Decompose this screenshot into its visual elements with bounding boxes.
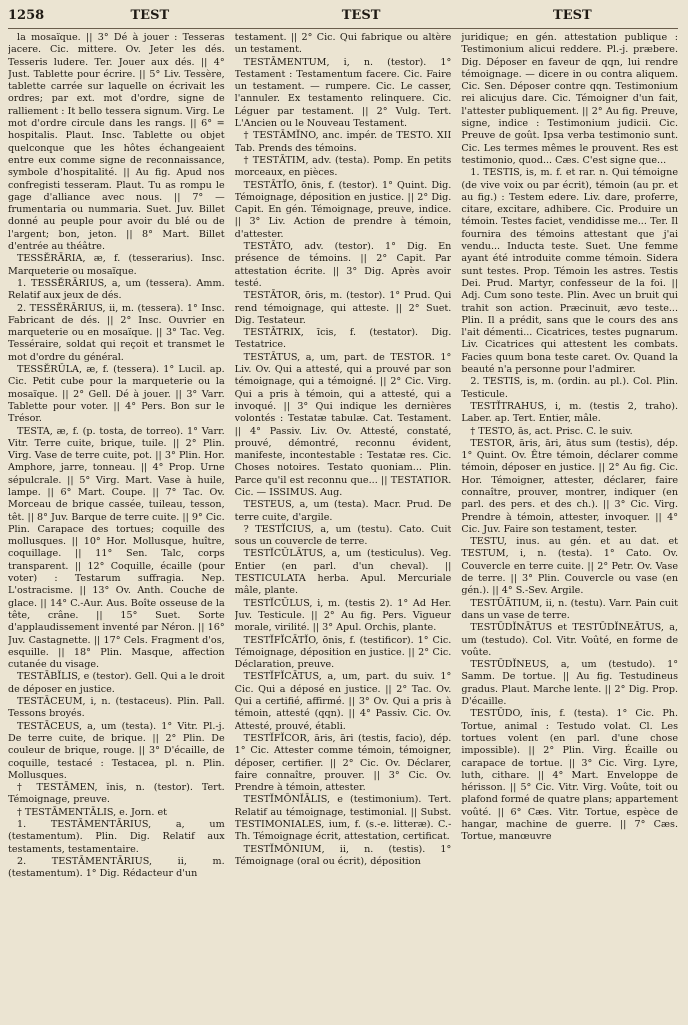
- dictionary-entry: TESTĀMENTUM, i, n. (testor). 1° Testament : Testamentum facere. Cic. Faire un testament. — rumpere. Cic. Le casser, l'annuler. Ex testamento relinquere. Cic. Léguer par testament. || 2° Vulg. Tert. L'Ancien ou le Nouveau Testament.: [234, 56, 452, 130]
- dictionary-entry: la mosaïque. || 3° Dé à jouer : Tesseras jacere. Cic. mittere. Ov. Jeter les dés. Tesseris ludere. Ter. Jouer aux dés. || 4° Just. Tablette pour écrire. || 5° Liv. Tessère, tablette carrée sur laquelle on écrivait les ordres; par ext. mot d'ordre, signe de ralliement : It bello tessera signum. Virg. Le mot d'ordre circule dans les rangs. || 6° = hospitalis. Plaut. Insc. Tablette ou objet quelconque que les hôtes échangeaient entre eux comme signe de reconnaissance, symbole d'hospitalité. || Au fig. Apud nos confregisti tesseram. Plaut. Tu as rompu le gage d'alliance avec nous. || 7° — frumentaria ou nummaria. Suet. Juv. Billet donné au peuple pour avoir du blé ou de l'argent; bon, jeton. || 8° Mart. Billet d'entrée au théâtre.: [8, 32, 225, 253]
- dictionary-entry: TESTEUS, a, um (testa). Macr. Prud. De terre cuite, d'argile.: [234, 499, 452, 523]
- dictionary-entry: TESTĬCŬLĀTUS, a, um (testiculus). Veg. Entier (en parl. d'un cheval). || TESTICULATA herba. Apul. Mercuriale mâle, plante.: [234, 548, 452, 597]
- dictionary-entry: TESTĀCEUS, a, um (testa). 1° Vitr. Pl.-j. De terre cuite, de brique. || 2° Plin. De couleur de brique, rouge. || 3° D'écaille, de coquille, testacé : Testacea, pl. n. Plin. Mollusques.: [8, 720, 225, 781]
- dictionary-entry: TESTĀTO, adv. (testor). 1° Dig. En présence de témoins. || 2° Capit. Par attestation écrite. || 3° Dig. Après avoir testé.: [234, 241, 452, 289]
- dictionary-entry: TESTĀBĬLIS, e (testor). Gell. Qui a le droit de déposer en justice.: [8, 671, 225, 695]
- dictionary-entry: TESTĀTĬO, ōnis, f. (testor). 1° Quint. Dig. Témoignage, déposition en justice. || 2° Dig. Capit. En gén. Témoignage, preuve, indice. || 3° Liv. Action de prendre à témoin, d'attester.: [234, 179, 452, 240]
- dictionary-entry: † TESTĀMĬNO, anc. impér. de TESTO. XII Tab. Prends des témoins.: [234, 130, 452, 154]
- dictionary-entry: TESTŪĀTIUM, ii, n. (testu). Varr. Pain cuit dans un vase de terre.: [461, 597, 678, 621]
- columns: [8, 32, 678, 1022]
- column-2: [235, 32, 452, 1022]
- dictionary-entry: TESTOR, āris, āri, ātus sum (testis), dép. 1° Quint. Ov. Être témoin, déclarer comme témoin, déposer en justice. || 2° Au fig. Cic. Hor. Témoigner, attester, déclarer, faire connaître, prouver, montrer, indiquer (en parl. des pers. et des ch.). || 3° Cic. Virg. Prendre à témoin, attester, invoquer. || 4° Cic. Juv. Faire son testament, tester.: [461, 437, 678, 535]
- running-head-right: TEST: [553, 8, 592, 23]
- dictionary-entry: TESTĬMŌNIUM, ii, n. (testis). 1° Témoignage (oral ou écrit), déposition: [234, 843, 452, 867]
- dictionary-entry: TESTĬMŌNĬĀLIS, e (testimonium). Tert. Relatif au témoignage, testimonial. || Subst. TESTIMONIALES, ium, f. (s.-e. litteræ). C.-Th. Témoignage écrit, attestation, certificat.: [234, 794, 452, 843]
- dictionary-entry: † TESTĀTIM, adv. (testa). Pomp. En petits morceaux, en pièces.: [234, 154, 452, 179]
- column-1: [8, 32, 225, 1022]
- dictionary-entry: TESTA, æ, f. (p. tosta, de torreo). 1° Varr. Vitr. Terre cuite, brique, tuile. || 2° Plin. Virg. Vase de terre cuite, pot. || 3° Plin. Hor. Amphore, jarre, tonneau. || 4° Prop. Urne sépulcrale. || 5° Virg. Mart. Vase à huile, lampe. || 6° Mart. Coupe. || 7° Tac. Ov. Morceau de brique cassée, tuileau, tesson, têt. || 8° Juv. Barque de terre cuite. || 9° Cic. Plin. Carapace des tortues; coquille des mollusques. || 10° Hor. Mollusque, huître, coquillage. || 11° Sen. Talc, corps transparent. || 12° Coquille, écaille (pour voter) : Testarum suffragia. Nep. L'ostracisme. || 13° Ov. Anth. Couche de glace. || 14° C.-Aur. Aus. Boîte osseuse de la tête, crâne. || 15° Suet. Sorte d'applaudissement inventé par Néron. || 16° Juv. Castagnette. || 17° Cels. Fragment d'os, esquille. || 18° Plin. Masque, affection cutanée du visage.: [8, 425, 225, 671]
- dictionary-entry: † TESTĀMENTĀLIS, e. Jorn. et: [17, 806, 167, 818]
- dictionary-entry: TESTĬFĬCOR, āris, āri (testis, facio), dép. 1° Cic. Attester comme témoin, témoigner, déposer, certifier. || 2° Cic. Ov. Déclarer, faire connaître, prouver. || 3° Cic. Ov. Prendre à témoin, attester.: [234, 732, 452, 794]
- column-3: [461, 32, 678, 1022]
- dictionary-entry: 1. TESSĔRĀRIUS, a, um (tessera). Amm. Relatif aux jeux de dés.: [8, 277, 225, 302]
- dictionary-entry: 1. TESTIS, is, m. f. et rar. n. Qui témoigne (de vive voix ou par écrit), témoin (au pr. et au fig.) : Testem edere. Liv. dare, proferre, citare, excitare, adhibere. Cic. Produire un témoin. Testes faciet, vendidisse me... Ter. Il fournira des témoins attestant que j'ai vendu... Inducta teste. Suet. Une femme ayant été introduite comme témoin. Sidera sunt testes. Prop. Témoin les astres. Testis Dei. Prud. Martyr, confesseur de la foi. || Adj. Cum sono teste. Plin. Avec un bruit qui trahit son action. Præcinuit, ævo teste... Plin. Il a prédit, sans que le cours des ans l'ait démenti... Cicatrices, testes pugnarum. Liv. Cicatrices qui attestent les combats. Facies quum bona teste caret. Ov. Quand la beauté n'a personne pour l'admirer.: [461, 167, 678, 376]
- page-header: [8, 8, 678, 29]
- dictionary-entry: TESTĬTRAHUS, i, m. (testis 2, traho). Laber. ap. Tert. Entier, mâle.: [461, 400, 678, 425]
- dictionary-entry: TESTĀCEUM, i, n. (testaceus). Plin. Pall. Tessons broyés.: [8, 696, 225, 720]
- dictionary-entry: TESTĬFĬCĀTUS, a, um, part. du suiv. 1° Cic. Qui a déposé en justice. || 2° Tac. Ov. Qui a certifié, affirmé. || 3° Ov. Qui a pris à témoin, attesté (qqn). || 4° Passiv. Cic. Ov. Attesté, prouvé, établi.: [234, 671, 452, 732]
- dictionary-entry: 2. TESTĀMENTĀRIUS, ii, m. (testamentum). 1° Dig. Rédacteur d'un: [8, 855, 225, 880]
- dictionary-entry: TESTŪDO, ĭnis, f. (testa). 1° Cic. Ph. Tortue, animal : Testudo volat. Cl. Les tortues volent (en parl. d'une chose impossible). || 2° Plin. Virg. Écaille ou carapace de tortue. || 3° Cic. Virg. Lyre, luth, cithare. || 4° Mart. Enveloppe de hérisson. || 5° Cic. Vitr. Virg. Voûte, toit ou plafond formé de quatre plans; appartement voûté. || 6° Cæs. Vitr. Tortue, espèce de hangar, machine de guerre. || 7° Cæs. Tortue, manœuvre: [461, 708, 678, 843]
- dictionary-entry: juridique; en gén. attestation publique : Testimonium alicui reddere. Pl.-j. præbere. Dig. Déposer en faveur de qqn, lui rendre témoignage. — dicere in ou contra aliquem. Cic. Sen. Déposer contre qqn. Testimonium rei alicujus dare. Cic. Témoigner d'un fait, l'attester publiquement. || 2° Au fig. Preuve, signe, indice : Testimonium judicii. Cic. Preuve de goût. Ipsa verba testimonio sunt. Cic. Les termes mêmes le prouvent. Res est testimonio, quod... Cæs. C'est signe que...: [461, 32, 678, 166]
- dictionary-entry: TESTŪDĬNĀTUS et TESTŪDĬNEĀTUS, a, um (testudo). Col. Vitr. Voûté, en forme de voûte.: [461, 622, 678, 658]
- running-head-center: TEST: [341, 8, 381, 23]
- dictionary-entry: TESTĀTUS, a, um, part. de TESTOR. 1° Liv. Ov. Qui a attesté, qui a prouvé par son témoignage, qui a témoigné. || 2° Cic. Virg. Qui a pris à témoin, qui a attesté, qui a invoqué. || 3° Qui indique les dernières volontés : Testatæ tabulæ. Cat. Testament. || 4° Passiv. Liv. Ov. Attesté, constaté, prouvé, démontré, reconnu évident, manifeste, incontestable : Testatæ res. Cic. Choses notoires. Testato quoniam... Plin. Parce qu'il est reconnu que... || TESTATIOR. Cic. — ISSIMUS. Aug.: [234, 351, 452, 498]
- dictionary-entry: TESSĔRŬLA, æ, f. (tessera). 1° Lucil. ap. Cic. Petit cube pour la marqueterie ou la mosaïque. || 2° Gell. Dé à jouer. || 3° Varr. Tablette pour voter. || 4° Pers. Bon sur le Trésor.: [8, 364, 225, 425]
- dictionary-entry: ? TESTĬCIUS, a, um (testu). Cato. Cuit sous un couvercle de terre.: [234, 523, 452, 548]
- dictionary-entry: 2. TESTIS, is, m. (ordin. au pl.). Col. Plin. Testicule.: [461, 376, 678, 400]
- dictionary-entry: † TESTO, ās, act. Prisc. C. le suiv.: [470, 425, 633, 437]
- running-head-left: TEST: [130, 8, 170, 23]
- dictionary-entry: 2. TESSĔRĀRIUS, ii, m. (tessera). 1° Insc. Fabricant de dés. || 2° Insc. Ouvrier en marqueterie ou en mosaïque. || 3° Tac. Veg. Tesséraire, soldat qui reçoit et transmet le mot d'ordre du général.: [8, 302, 225, 363]
- page-number: 1258: [8, 8, 45, 23]
- dictionary-entry: TESTĀTRIX, īcis, f. (testator). Dig. Testatrice.: [234, 327, 452, 351]
- dictionary-entry: TESTU, inus. au gén. et au dat. et TESTUM, i, n. (testa). 1° Cato. Ov. Couvercle en terre cuite. || 2° Petr. Ov. Vase de terre. || 3° Plin. Couvercle ou vase (en gén.). || 4° S.-Sev. Argile.: [461, 536, 678, 597]
- dictionary-entry: † TESTĀMEN, ĭnis, n. (testor). Tert. Témoignage, preuve.: [8, 782, 225, 806]
- dictionary-entry: TESSĔRĀRIA, æ, f. (tesserarius). Insc. Marqueterie ou mosaïque.: [8, 253, 225, 277]
- dictionary-entry: TESTĀTOR, ōris, m. (testor). 1° Prud. Qui rend témoignage, qui atteste. || 2° Suet. Dig. Testateur.: [234, 290, 452, 326]
- dictionary-entry: TESTĬCŬLUS, i, m. (testis 2). 1° Ad Her. Juv. Testicule. || 2° Au fig. Pers. Vigueur morale, virilité. || 3° Apul. Orchis, plante.: [234, 597, 452, 634]
- dictionary-entry: testament. || 2° Cic. Qui fabrique ou altère un testament.: [234, 32, 452, 56]
- dictionary-entry: 1. TESTĀMENTĀRIUS, a, um (testamentum). Plin. Dig. Relatif aux testaments, testamentaire.: [8, 819, 225, 855]
- dictionary-entry: TESTĬFĬCĀTĬO, ōnis, f. (testificor). 1° Cic. Témoignage, déposition en justice. || 2° Cic. Déclaration, preuve.: [234, 634, 452, 671]
- dictionary-entry: TESTŪDĬNEUS, a, um (testudo). 1° Samm. De tortue. || Au fig. Testudineus gradus. Plaut. Marche lente. || 2° Dig. Prop. D'écaille.: [461, 659, 678, 708]
